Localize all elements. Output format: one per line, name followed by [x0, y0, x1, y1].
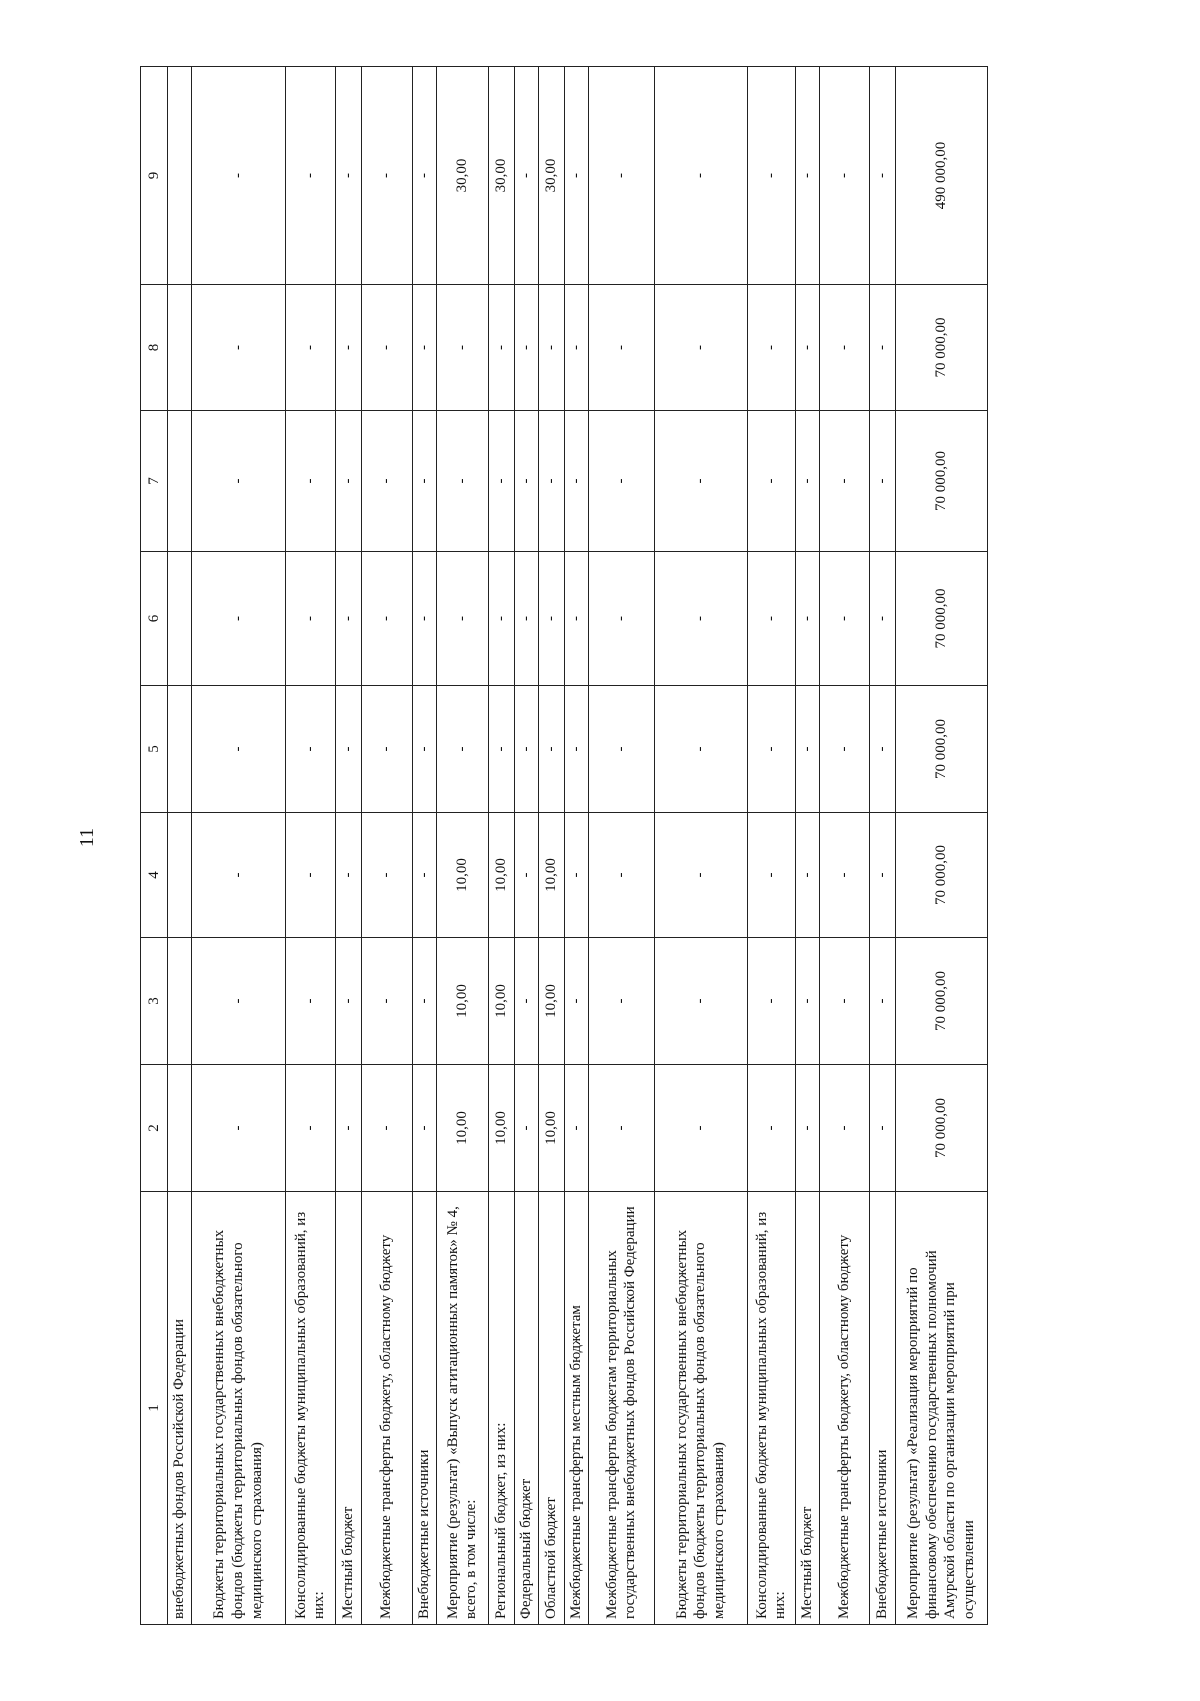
row-label-cell: Межбюджетные трансферты бюджету, областному бюджету — [361, 1192, 412, 1625]
value-cell: - — [869, 938, 895, 1065]
column-number-cell: 9 — [141, 67, 168, 285]
value-cell: - — [514, 552, 538, 686]
value-cell: - — [335, 411, 361, 552]
value-cell — [168, 938, 192, 1065]
value-cell: - — [285, 686, 335, 813]
value-cell: 10,00 — [436, 813, 488, 938]
column-number-cell: 1 — [141, 1192, 168, 1625]
value-cell: - — [795, 67, 819, 285]
column-number-cell: 5 — [141, 686, 168, 813]
value-cell: - — [488, 686, 514, 813]
table-row — [514, 67, 538, 1625]
value-cell: 70 000,00 — [895, 411, 987, 552]
value-cell: - — [588, 552, 654, 686]
value-cell: - — [564, 552, 588, 686]
value-cell: - — [564, 686, 588, 813]
value-cell: - — [588, 1065, 654, 1192]
value-cell: 70 000,00 — [895, 552, 987, 686]
value-cell: - — [819, 686, 869, 813]
value-cell — [168, 285, 192, 411]
value-cell: - — [361, 411, 412, 552]
value-cell: - — [654, 1065, 747, 1192]
value-cell: - — [436, 285, 488, 411]
value-cell: - — [412, 285, 436, 411]
value-cell: 10,00 — [538, 938, 564, 1065]
value-cell: - — [514, 686, 538, 813]
value-cell: - — [819, 67, 869, 285]
value-cell: - — [795, 411, 819, 552]
value-cell: - — [747, 285, 795, 411]
value-cell: 30,00 — [488, 67, 514, 285]
value-cell: - — [588, 938, 654, 1065]
column-number-cell: 3 — [141, 938, 168, 1065]
rotated-table-container — [140, 67, 988, 1625]
value-cell: - — [412, 938, 436, 1065]
value-cell: - — [588, 411, 654, 552]
table-row — [538, 67, 564, 1625]
value-cell: - — [654, 285, 747, 411]
row-label-cell: Межбюджетные трансферты бюджетам территориальных государственных внебюджетных фондов Российской Федерации — [588, 1192, 654, 1625]
value-cell: - — [285, 1065, 335, 1192]
value-cell: - — [795, 285, 819, 411]
value-cell: - — [191, 67, 285, 285]
value-cell: 10,00 — [538, 813, 564, 938]
value-cell — [168, 67, 192, 285]
value-cell: - — [869, 1065, 895, 1192]
value-cell: 70 000,00 — [895, 1065, 987, 1192]
row-label-cell: Консолидированные бюджеты муниципальных образований, из них: — [285, 1192, 335, 1625]
column-number-cell: 4 — [141, 813, 168, 938]
value-cell: 490 000,00 — [895, 67, 987, 285]
row-label-cell: Бюджеты территориальных государственных внебюджетных фондов (бюджеты территориальных фондов обязательного медицинского страхования) — [191, 1192, 285, 1625]
value-cell: - — [285, 411, 335, 552]
value-cell: - — [819, 938, 869, 1065]
page-number: 11 — [76, 827, 99, 848]
value-cell: - — [191, 686, 285, 813]
budget-table — [140, 66, 988, 1625]
value-cell: - — [436, 411, 488, 552]
value-cell: 10,00 — [488, 813, 514, 938]
row-label-cell: Бюджеты территориальных государственных внебюджетных фондов (бюджеты территориальных фондов обязательного медицинского страхования) — [654, 1192, 747, 1625]
table-row — [564, 67, 588, 1625]
value-cell: - — [654, 67, 747, 285]
value-cell: 70 000,00 — [895, 686, 987, 813]
value-cell: - — [538, 686, 564, 813]
value-cell: - — [588, 813, 654, 938]
value-cell: - — [869, 285, 895, 411]
value-cell — [168, 813, 192, 938]
value-cell: - — [564, 285, 588, 411]
value-cell: 70 000,00 — [895, 813, 987, 938]
value-cell: - — [588, 67, 654, 285]
table-row — [361, 67, 412, 1625]
value-cell: 70 000,00 — [895, 285, 987, 411]
value-cell: - — [335, 938, 361, 1065]
value-cell: 10,00 — [436, 1065, 488, 1192]
value-cell: - — [191, 552, 285, 686]
row-label-cell: Внебюджетные источники — [869, 1192, 895, 1625]
value-cell: - — [747, 1065, 795, 1192]
value-cell: - — [335, 552, 361, 686]
value-cell: - — [335, 813, 361, 938]
table-row — [654, 67, 747, 1625]
value-cell: - — [191, 285, 285, 411]
value-cell: 30,00 — [436, 67, 488, 285]
value-cell: - — [747, 67, 795, 285]
column-number-cell: 2 — [141, 1065, 168, 1192]
column-number-row — [141, 67, 168, 1625]
row-label-cell: Внебюджетные источники — [412, 1192, 436, 1625]
value-cell: - — [795, 686, 819, 813]
row-label-cell: внебюджетных фондов Российской Федерации — [168, 1192, 192, 1625]
row-label-cell: Консолидированные бюджеты муниципальных образований, из них: — [747, 1192, 795, 1625]
value-cell: - — [361, 67, 412, 285]
value-cell: - — [412, 67, 436, 285]
value-cell — [168, 1065, 192, 1192]
value-cell: - — [869, 686, 895, 813]
table-row — [869, 67, 895, 1625]
value-cell: - — [654, 686, 747, 813]
value-cell: - — [412, 1065, 436, 1192]
column-number-cell: 7 — [141, 411, 168, 552]
value-cell: - — [514, 411, 538, 552]
row-label-cell: Мероприятие (результат) «Реализация мероприятий по финансовому обеспечению государственных полномочий Амурской области по организации мероприятий при осуществлении — [895, 1192, 987, 1625]
value-cell: - — [514, 1065, 538, 1192]
value-cell: - — [819, 285, 869, 411]
row-label-cell: Федеральный бюджет — [514, 1192, 538, 1625]
value-cell: 10,00 — [436, 938, 488, 1065]
value-cell: - — [361, 1065, 412, 1192]
value-cell: - — [654, 938, 747, 1065]
value-cell: - — [654, 552, 747, 686]
value-cell: 10,00 — [488, 1065, 514, 1192]
value-cell: - — [795, 938, 819, 1065]
row-label-cell: Мероприятие (результат) «Выпуск агитационных памяток» № 4, всего, в том числе: — [436, 1192, 488, 1625]
table-row — [747, 67, 795, 1625]
value-cell: - — [335, 67, 361, 285]
table-row — [285, 67, 335, 1625]
value-cell: - — [795, 552, 819, 686]
value-cell: - — [869, 67, 895, 285]
value-cell: - — [361, 813, 412, 938]
value-cell: - — [412, 686, 436, 813]
value-cell: - — [285, 67, 335, 285]
value-cell: - — [285, 813, 335, 938]
row-label-cell: Межбюджетные трансферты бюджету, областному бюджету — [819, 1192, 869, 1625]
value-cell: - — [819, 1065, 869, 1192]
value-cell: - — [819, 813, 869, 938]
value-cell: - — [564, 67, 588, 285]
column-number-cell: 8 — [141, 285, 168, 411]
row-label-cell: Местный бюджет — [335, 1192, 361, 1625]
value-cell: - — [747, 938, 795, 1065]
value-cell: - — [795, 813, 819, 938]
value-cell: - — [191, 813, 285, 938]
value-cell: - — [654, 813, 747, 938]
value-cell: - — [869, 411, 895, 552]
value-cell: - — [285, 552, 335, 686]
row-label-cell: Межбюджетные трансферты местным бюджетам — [564, 1192, 588, 1625]
value-cell: 10,00 — [538, 1065, 564, 1192]
table-row — [795, 67, 819, 1625]
value-cell: - — [361, 285, 412, 411]
value-cell — [168, 552, 192, 686]
row-label-cell: Местный бюджет — [795, 1192, 819, 1625]
value-cell: - — [335, 285, 361, 411]
value-cell: - — [412, 411, 436, 552]
value-cell: - — [436, 686, 488, 813]
value-cell: - — [191, 411, 285, 552]
row-label-cell: Областной бюджет — [538, 1192, 564, 1625]
table-body — [141, 67, 988, 1625]
value-cell: - — [538, 285, 564, 411]
value-cell: - — [588, 686, 654, 813]
table-row — [895, 67, 987, 1625]
table-row — [588, 67, 654, 1625]
value-cell: - — [514, 285, 538, 411]
value-cell: - — [747, 552, 795, 686]
table-row — [436, 67, 488, 1625]
value-cell: - — [514, 67, 538, 285]
table-row — [168, 67, 192, 1625]
value-cell: - — [654, 411, 747, 552]
value-cell: - — [412, 552, 436, 686]
value-cell: - — [514, 938, 538, 1065]
value-cell: - — [538, 552, 564, 686]
table-row — [488, 67, 514, 1625]
value-cell: - — [588, 285, 654, 411]
value-cell: - — [869, 552, 895, 686]
value-cell: - — [335, 686, 361, 813]
value-cell: - — [361, 552, 412, 686]
value-cell: - — [564, 938, 588, 1065]
table-row — [335, 67, 361, 1625]
value-cell: - — [819, 411, 869, 552]
column-number-cell: 6 — [141, 552, 168, 686]
value-cell: - — [795, 1065, 819, 1192]
value-cell: - — [488, 285, 514, 411]
table-row — [191, 67, 285, 1625]
value-cell: - — [514, 813, 538, 938]
value-cell: - — [285, 938, 335, 1065]
value-cell: - — [747, 411, 795, 552]
value-cell — [168, 411, 192, 552]
value-cell: - — [747, 686, 795, 813]
value-cell: - — [564, 813, 588, 938]
value-cell: - — [488, 552, 514, 686]
value-cell: - — [564, 411, 588, 552]
table-row — [819, 67, 869, 1625]
value-cell: 70 000,00 — [895, 938, 987, 1065]
value-cell: - — [747, 813, 795, 938]
value-cell: - — [335, 1065, 361, 1192]
value-cell: - — [564, 1065, 588, 1192]
value-cell: - — [412, 813, 436, 938]
value-cell: - — [869, 813, 895, 938]
value-cell: - — [538, 411, 564, 552]
value-cell: - — [819, 552, 869, 686]
value-cell: - — [285, 285, 335, 411]
value-cell: - — [361, 938, 412, 1065]
value-cell: - — [191, 938, 285, 1065]
value-cell — [168, 686, 192, 813]
value-cell: - — [191, 1065, 285, 1192]
value-cell: 10,00 — [488, 938, 514, 1065]
value-cell: - — [488, 411, 514, 552]
table-row — [412, 67, 436, 1625]
value-cell: - — [361, 686, 412, 813]
value-cell: - — [436, 552, 488, 686]
row-label-cell: Региональный бюджет, из них: — [488, 1192, 514, 1625]
value-cell: 30,00 — [538, 67, 564, 285]
